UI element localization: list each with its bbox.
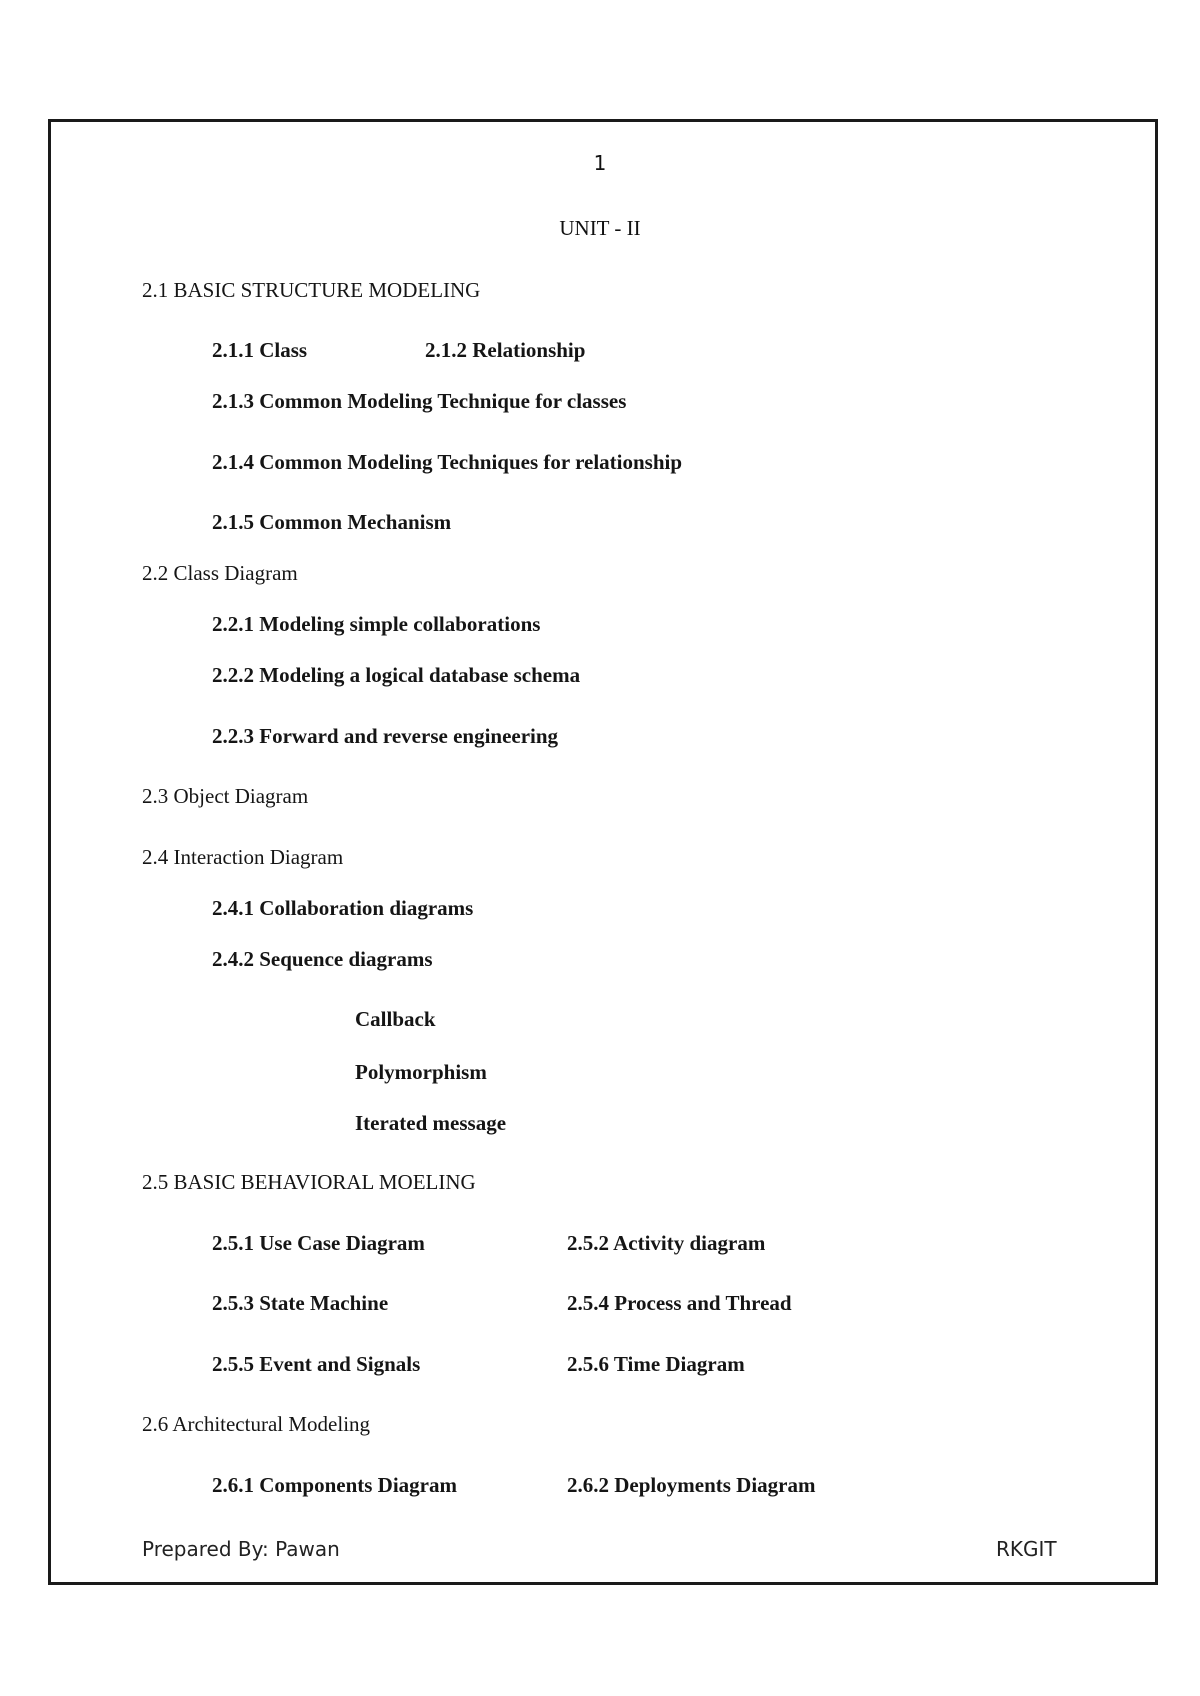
unit-title: UNIT - II	[559, 216, 641, 240]
toc-item-2-4-2: 2.4.2 Sequence diagrams	[212, 947, 433, 971]
toc-item-2-6-1: 2.6.1 Components Diagram	[212, 1473, 457, 1497]
section-heading-2-4: 2.4 Interaction Diagram	[142, 845, 344, 869]
section-heading-2-2: 2.2 Class Diagram	[142, 561, 298, 585]
toc-item-2-1-1: 2.1.1 Class	[212, 338, 308, 362]
toc-item-2-5-6: 2.5.6 Time Diagram	[567, 1352, 745, 1376]
toc-subitem-callback: Callback	[355, 1007, 436, 1031]
toc-item-2-5-3: 2.5.3 State Machine	[212, 1291, 389, 1315]
toc-item-2-2-2: 2.2.2 Modeling a logical database schema	[212, 663, 581, 687]
toc-item-2-1-5: 2.1.5 Common Mechanism	[212, 510, 452, 534]
toc-item-2-4-1: 2.4.1 Collaboration diagrams	[212, 896, 474, 920]
toc-item-2-5-4: 2.5.4 Process and Thread	[567, 1291, 792, 1315]
section-heading-2-1: 2.1 BASIC STRUCTURE MODELING	[142, 278, 481, 302]
toc-item-2-1-3: 2.1.3 Common Modeling Technique for classes	[212, 389, 627, 413]
toc-item-2-1-2: 2.1.2 Relationship	[425, 338, 586, 362]
toc-item-2-5-1: 2.5.1 Use Case Diagram	[212, 1231, 425, 1255]
footer-author: Prepared By: Pawan	[142, 1537, 340, 1561]
toc-item-2-2-3: 2.2.3 Forward and reverse engineering	[212, 724, 559, 748]
toc-item-2-1-4: 2.1.4 Common Modeling Techniques for relationship	[212, 450, 683, 474]
page-number: 1	[593, 151, 607, 175]
toc-item-2-5-2: 2.5.2 Activity diagram	[567, 1231, 766, 1255]
footer-institution: RKGIT	[996, 1537, 1057, 1561]
toc-subitem-iterated-message: Iterated message	[355, 1111, 507, 1135]
toc-subitem-polymorphism: Polymorphism	[355, 1060, 487, 1084]
section-heading-2-5: 2.5 BASIC BEHAVIORAL MOELING	[142, 1170, 476, 1194]
section-heading-2-6: 2.6 Architectural Modeling	[142, 1412, 371, 1436]
toc-item-2-2-1: 2.2.1 Modeling simple collaborations	[212, 612, 541, 636]
toc-item-2-6-2: 2.6.2 Deployments Diagram	[567, 1473, 816, 1497]
section-heading-2-3: 2.3 Object Diagram	[142, 784, 309, 808]
toc-item-2-5-5: 2.5.5 Event and Signals	[212, 1352, 421, 1376]
